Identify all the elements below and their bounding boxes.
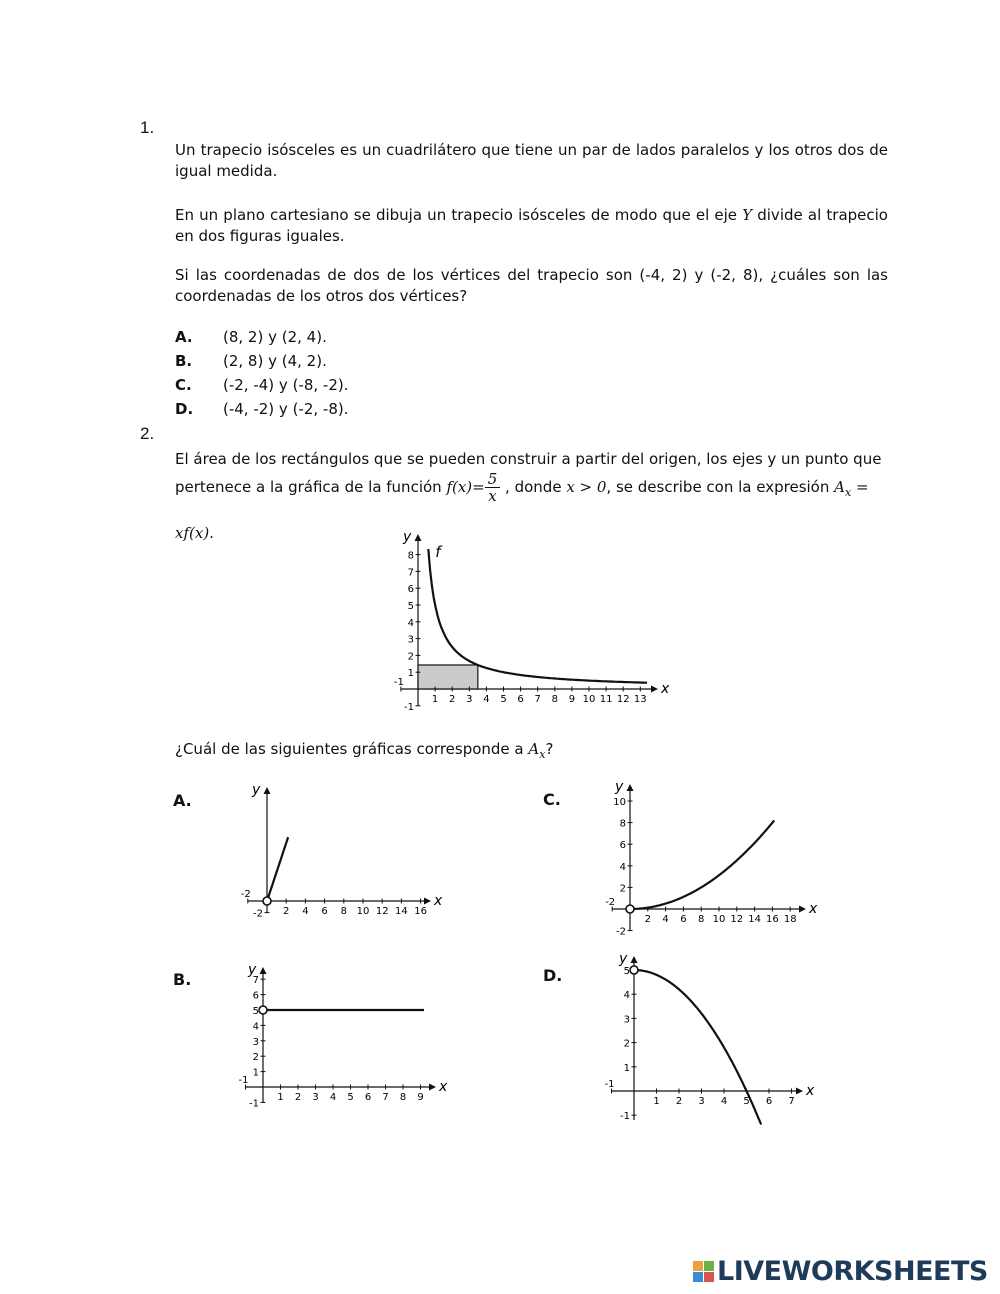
x-tick-label: 3	[466, 694, 473, 705]
y-tick-label: 10	[613, 797, 626, 808]
line2-text-c: , se describe con la expresión	[606, 478, 835, 496]
option-a[interactable]	[175, 328, 349, 352]
x-tick-label: 16	[414, 906, 427, 917]
x-tick-label: 9	[568, 694, 576, 705]
area-formula: = xf(x).	[175, 478, 869, 542]
y-tick-label: 8	[619, 818, 626, 830]
question-1-statement	[175, 205, 888, 247]
y-axis-arrow-icon	[627, 784, 634, 791]
option-text: (-2, -4) y (-8, -2).	[223, 376, 349, 394]
question-2-prompt	[175, 739, 888, 765]
x-axis-label: x	[661, 681, 670, 697]
x-tick-label: -1	[604, 1079, 615, 1090]
y-tick-label: 3	[407, 634, 414, 646]
y-tick-label: 2	[407, 651, 414, 663]
x-axis-label: x	[439, 1079, 448, 1095]
y-tick-label: 2	[252, 1052, 259, 1064]
y-axis-label: y	[615, 779, 624, 795]
x-tick-label: 5	[347, 1092, 354, 1103]
area-subscript: x	[844, 486, 852, 499]
x-tick-label: 10	[582, 694, 596, 705]
graph-option-c-letter[interactable]: C.	[543, 790, 561, 809]
curve-label: f	[435, 543, 441, 561]
graph-option-b-letter[interactable]: B.	[173, 970, 192, 989]
x-tick-label: 16	[766, 914, 779, 925]
y-tick-label: 1	[407, 668, 414, 680]
x-tick-label: 7	[382, 1092, 389, 1103]
shaded-rectangle	[418, 665, 478, 689]
y-tick-label: 6	[252, 990, 259, 1002]
logo-square	[693, 1261, 703, 1271]
fraction-numerator: 5	[485, 471, 501, 488]
x-tick-label: 7	[788, 1096, 795, 1107]
question-2-number: 2.	[140, 424, 155, 443]
y-tick-label: 3	[623, 1014, 630, 1026]
option-text: (8, 2) y (2, 4).	[223, 328, 327, 346]
axis-symbol-y: Y	[742, 206, 753, 224]
y-axis-label: y	[403, 529, 412, 545]
graph-option-a[interactable]	[225, 775, 450, 935]
x-tick-label: 8	[340, 906, 347, 917]
x-tick-label: 6	[680, 914, 687, 925]
y-tick-label: 5	[407, 601, 414, 612]
logo-brand-text: LIVEWORKSHEETS	[717, 1256, 988, 1287]
x-tick-label: 12	[375, 906, 389, 917]
y-tick-label: -2	[616, 926, 626, 937]
open-point	[626, 905, 634, 913]
statement-text-a: En un plano cartesiano se dibuja un trapecio isósceles de modo que el eje	[175, 206, 743, 224]
y-tick-label: 4	[252, 1021, 259, 1033]
x-tick-label: 18	[783, 914, 797, 925]
liveworksheets-logo	[693, 1256, 988, 1287]
option-c[interactable]	[175, 376, 349, 400]
x-tick-label: 2	[294, 1092, 302, 1103]
x-tick-label: 4	[302, 906, 309, 917]
x-tick-label: 2	[644, 914, 651, 925]
y-tick-label: 6	[619, 840, 626, 852]
x-axis-arrow-icon	[799, 906, 806, 913]
x-tick-label: 13	[633, 694, 647, 705]
open-point	[630, 966, 638, 974]
x-tick-label: 4	[720, 1096, 728, 1107]
x-tick-label: 10	[712, 914, 726, 925]
x-axis-arrow-icon	[796, 1088, 803, 1095]
x-tick-label: 8	[698, 914, 705, 925]
x-tick-label: 1	[653, 1096, 660, 1107]
option-b[interactable]	[175, 352, 349, 376]
line2-text-b: , donde	[500, 478, 567, 496]
x-tick-label: 6	[517, 694, 524, 705]
graph-option-c[interactable]	[600, 772, 820, 937]
prompt-area-subscript: x	[539, 748, 546, 761]
question-1-prompt: Si las coordenadas de dos de los vértices del trapecio son (-4, 2) y (-2, 8), ¿cuáles son las coordenadas de los otros dos vértices?	[175, 266, 888, 305]
fraction-denominator: x	[488, 487, 497, 505]
x-tick-label: -1	[238, 1075, 249, 1086]
question-1-options	[175, 328, 349, 424]
x-tick-label: 3	[312, 1092, 319, 1103]
x-tick-label: 1	[277, 1092, 284, 1103]
x-tick-label: -1	[393, 677, 404, 688]
y-axis-label: y	[619, 951, 628, 967]
x-tick-label: 12	[616, 694, 630, 705]
x-tick-label: -2	[240, 889, 251, 900]
y-tick-label: 2	[623, 1038, 630, 1050]
y-axis-label: y	[252, 782, 261, 798]
x-tick-label: 8	[399, 1092, 407, 1103]
open-point	[263, 897, 271, 905]
prompt-text: ¿Cuál de las siguientes gráficas corresponde a	[175, 740, 529, 758]
y-tick-label: -2	[253, 908, 263, 920]
x-tick-label: 6	[765, 1096, 773, 1107]
y-axis-arrow-icon	[260, 967, 267, 974]
function-name: f(x)=	[446, 478, 485, 496]
y-tick-label: 5	[623, 966, 630, 977]
x-tick-label: -2	[605, 897, 616, 908]
question-2-line-1: El área de los rectángulos que se pueden construir a partir del origen, los ejes y un punto que	[175, 450, 882, 468]
x-tick-label: 14	[395, 906, 408, 917]
option-text: (-4, -2) y (-2, -8).	[223, 400, 349, 418]
x-tick-label: 1	[431, 694, 439, 705]
y-tick-label: 7	[407, 567, 414, 579]
y-tick-label: 6	[407, 584, 414, 596]
question-1-number: 1.	[140, 118, 155, 137]
x-tick-label: 5	[743, 1096, 750, 1107]
x-tick-label: 8	[551, 694, 558, 705]
y-tick-label: 1	[252, 1067, 259, 1079]
x-tick-label: 6	[321, 906, 328, 917]
x-tick-label: 5	[500, 694, 507, 705]
prompt-end: ?	[545, 740, 554, 758]
fraction	[485, 471, 501, 504]
open-point	[259, 1006, 267, 1014]
function-curve	[428, 549, 647, 683]
y-tick-label: -1	[404, 701, 414, 713]
x-tick-label: 11	[599, 694, 613, 705]
y-tick-label: 2	[619, 883, 626, 895]
logo-square	[704, 1261, 714, 1271]
y-tick-label: -1	[620, 1111, 630, 1123]
x-tick-label: 2	[675, 1096, 683, 1107]
y-axis-label: y	[248, 962, 257, 978]
y-tick-label: 4	[619, 861, 626, 873]
option-letter: A.	[175, 328, 193, 346]
y-axis-arrow-icon	[631, 956, 638, 963]
y-tick-label: 8	[407, 550, 414, 562]
x-tick-label: 7	[534, 694, 541, 705]
graph-option-d[interactable]	[600, 950, 820, 1125]
x-tick-label: 10	[356, 906, 370, 917]
x-tick-label: 2	[449, 694, 456, 705]
x-tick-label: 6	[364, 1092, 372, 1103]
function-curve	[630, 820, 774, 909]
y-tick-label: 3	[252, 1036, 259, 1048]
x-axis-label: x	[809, 901, 818, 917]
y-tick-label: -1	[249, 1098, 259, 1110]
y-tick-label: 1	[623, 1062, 630, 1074]
x-tick-label: 9	[417, 1092, 424, 1103]
x-tick-label: 4	[483, 694, 490, 705]
x-tick-label: 2	[283, 906, 290, 917]
y-tick-label: 4	[623, 990, 630, 1002]
area-symbol: A	[834, 478, 845, 496]
function-curve	[267, 837, 288, 901]
y-tick-label: 7	[252, 975, 259, 987]
x-axis-label: x	[434, 893, 443, 909]
graph-option-d-letter[interactable]: D.	[543, 966, 563, 985]
x-axis-arrow-icon	[424, 898, 431, 905]
x-tick-label: 4	[662, 914, 669, 925]
x-tick-label: 14	[748, 914, 761, 925]
statement-text-b: divide al trapecio en dos figuras iguales.	[175, 206, 888, 245]
prompt-area-letter: A	[528, 740, 540, 758]
option-letter: C.	[175, 376, 192, 394]
y-tick-label: 5	[252, 1006, 259, 1017]
graph-option-a-letter[interactable]: A.	[173, 791, 192, 810]
logo-square	[704, 1272, 714, 1282]
y-tick-label: 4	[407, 617, 414, 629]
x-tick-label: 4	[329, 1092, 337, 1103]
option-text: (2, 8) y (4, 2).	[223, 352, 327, 370]
main-function-graph	[380, 518, 680, 718]
y-axis-arrow-icon	[415, 534, 422, 541]
line2-text-a: pertenece a la gráfica de la función	[175, 478, 447, 496]
logo-square	[693, 1272, 703, 1282]
x-tick-label: 3	[698, 1096, 705, 1107]
question-1-definition: Un trapecio isósceles es un cuadrilátero que tiene un par de lados paralelos y los otros dos de igual medida.	[175, 141, 888, 180]
x-axis-arrow-icon	[429, 1084, 436, 1091]
x-tick-label: 12	[730, 914, 744, 925]
option-letter: B.	[175, 352, 193, 370]
graph-option-b[interactable]	[225, 955, 450, 1125]
domain-condition: x > 0	[566, 478, 607, 496]
x-axis-arrow-icon	[651, 686, 658, 693]
prompt-area-symbol	[528, 740, 546, 761]
logo-mark-icon	[693, 1261, 714, 1282]
option-letter: D.	[175, 400, 194, 418]
option-d[interactable]	[175, 400, 349, 424]
y-axis-arrow-icon	[264, 787, 271, 794]
x-axis-label: x	[806, 1083, 815, 1099]
